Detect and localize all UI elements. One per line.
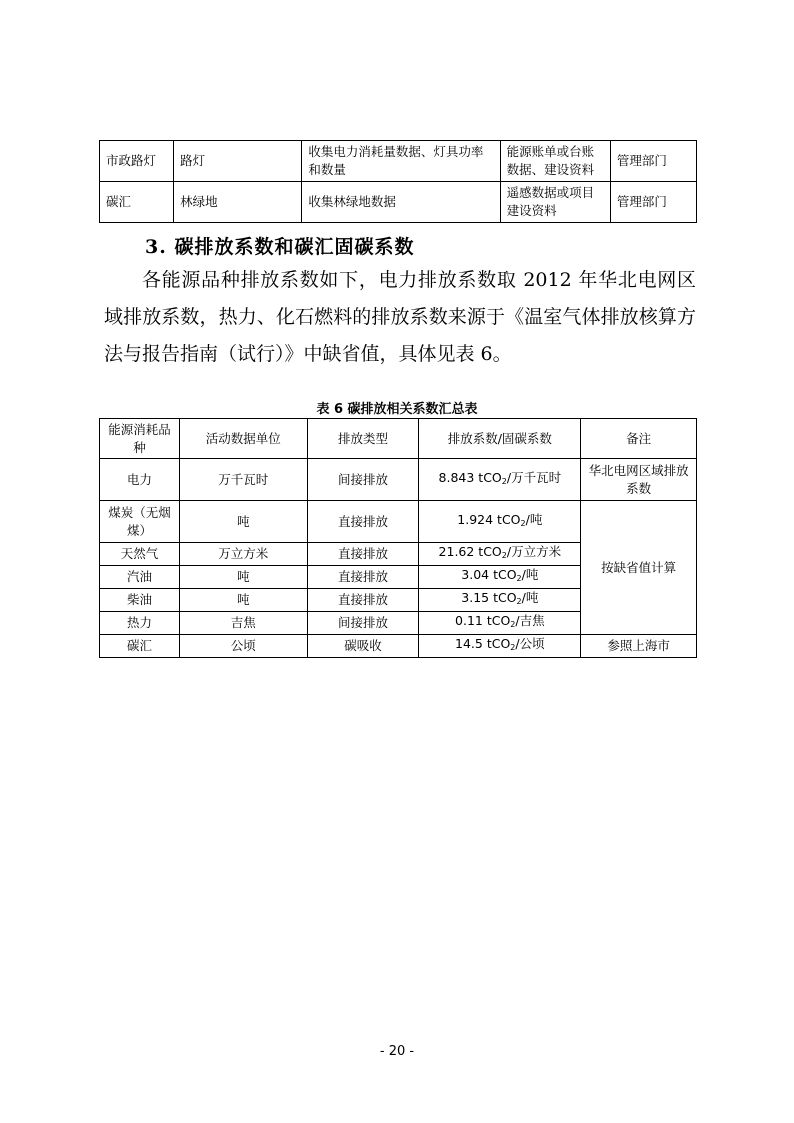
table-cell: 市政路灯 [100,141,174,182]
emission-type: 间接排放 [307,459,419,501]
table-cell: 路灯 [174,141,302,182]
activity-unit: 吉焦 [179,612,307,635]
column-header: 能源消耗品种 [100,419,180,459]
column-header: 备注 [581,419,697,459]
emission-factor: 21.62 tCO$_2$/万立方米 [419,543,581,566]
emission-factor: 3.04 tCO$_2$/吨 [419,566,581,589]
energy-kind: 热力 [100,612,180,635]
table-cell: 收集电力消耗量数据、灯具功率和数量 [302,141,500,182]
note-cell: 参照上海市 [581,635,697,658]
emission-factor: 8.843 tCO$_2$/万千瓦时 [419,459,581,501]
energy-kind: 碳汇 [100,635,180,658]
emission-factor: 3.15 tCO$_2$/吨 [419,589,581,612]
table-cell: 收集林绿地数据 [302,182,500,223]
energy-kind: 煤炭（无烟煤） [100,501,180,543]
page-number: - 20 - [379,1044,415,1059]
table-cell: 碳汇 [100,182,174,223]
activity-unit: 公顷 [179,635,307,658]
emission-type: 直接排放 [307,543,419,566]
emission-factor: 0.11 tCO$_2$/吉焦 [419,612,581,635]
activity-unit: 吨 [179,501,307,543]
table-header-row [100,419,697,459]
table-cell: 管理部门 [610,182,696,223]
table-row [100,635,697,658]
section-heading: 3. 碳排放系数和碳汇固碳系数 [145,236,415,258]
emission-type: 直接排放 [307,566,419,589]
note-cell-merged: 按缺省值计算 [581,501,697,635]
emission-factor: 1.924 tCO$_2$/吨 [419,501,581,543]
column-header: 排放类型 [307,419,419,459]
activity-unit: 万千瓦时 [179,459,307,501]
energy-kind: 电力 [100,459,180,501]
column-header: 活动数据单位 [179,419,307,459]
table-row [100,182,697,223]
emission-type: 直接排放 [307,589,419,612]
body-paragraph: 各能源品种排放系数如下，电力排放系数取 2012 年华北电网区域排放系数，热力、化石燃料的排放系数来源于《温室气体排放核算方法与报告指南（试行）》中缺省值，具体见表 6。 [104,269,696,365]
emission-factor: 14.5 tCO$_2$/公顷 [419,635,581,658]
activity-unit: 万立方米 [179,543,307,566]
table-cell: 能源账单或台账数据、建设资料 [500,141,610,182]
table-caption: 表 6 碳排放相关系数汇总表 [316,402,478,417]
energy-kind: 汽油 [100,566,180,589]
table-cell: 遥感数据或项目建设资料 [500,182,610,223]
activity-unit: 吨 [179,566,307,589]
emission-factor-table [99,418,697,658]
energy-kind: 柴油 [100,589,180,612]
table-row [100,459,697,501]
activity-unit: 吨 [179,589,307,612]
table-cell: 管理部门 [610,141,696,182]
table-cell: 林绿地 [174,182,302,223]
emission-type: 碳吸收 [307,635,419,658]
table-row [100,141,697,182]
column-header: 排放系数/固碳系数 [419,419,581,459]
note-cell: 华北电网区域排放系数 [581,459,697,501]
table-row [100,501,697,543]
energy-kind: 天然气 [100,543,180,566]
category-data-table [99,140,697,223]
emission-type: 间接排放 [307,612,419,635]
emission-type: 直接排放 [307,501,419,543]
